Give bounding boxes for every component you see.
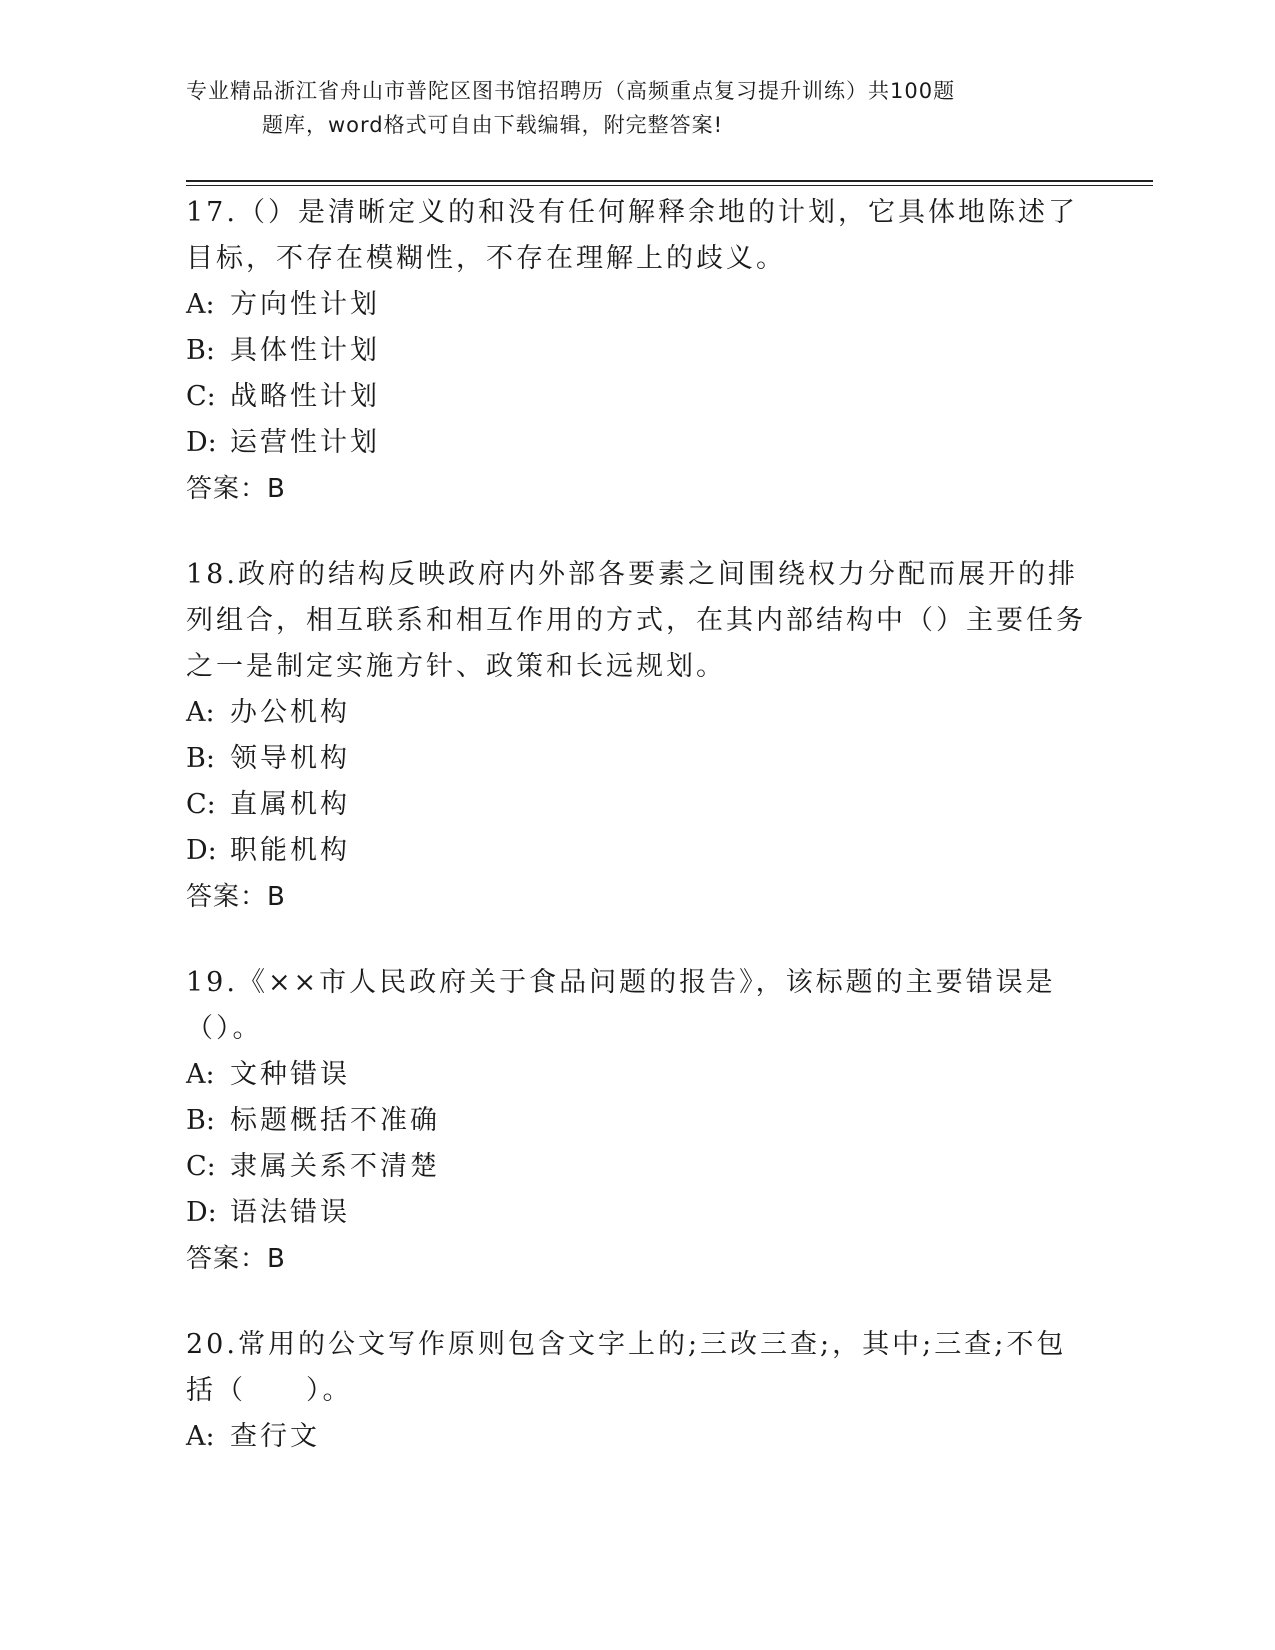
question-20 bbox=[186, 1322, 1086, 1460]
option-letter: A: bbox=[186, 1421, 215, 1452]
option-text: 办公机构 bbox=[230, 697, 350, 728]
option-letter: A: bbox=[186, 1059, 215, 1090]
option-letter: A: bbox=[186, 697, 215, 728]
option-letter: C: bbox=[186, 1151, 216, 1182]
option-letter: B: bbox=[186, 1105, 215, 1136]
option-letter: C: bbox=[186, 789, 216, 820]
option-c bbox=[186, 782, 1086, 828]
question-list bbox=[186, 190, 1086, 1500]
option-letter: C: bbox=[186, 381, 216, 412]
option-c bbox=[186, 1144, 1086, 1190]
question-text: 17.（）是清晰定义的和没有任何解释余地的计划，它具体地陈述了目标，不存在模糊性，不存在理解上的歧义。 bbox=[186, 197, 1078, 274]
option-text: 语法错误 bbox=[230, 1197, 350, 1228]
option-letter: D: bbox=[186, 427, 217, 458]
option-c bbox=[186, 374, 1086, 420]
option-d bbox=[186, 828, 1086, 874]
question-17 bbox=[186, 190, 1086, 512]
option-text: 隶属关系不清楚 bbox=[230, 1151, 440, 1182]
option-letter: D: bbox=[186, 835, 217, 866]
option-a bbox=[186, 282, 1086, 328]
option-a bbox=[186, 1414, 1086, 1460]
question-19 bbox=[186, 960, 1086, 1282]
answer-label: 答案：B bbox=[186, 882, 286, 912]
header-title-line1: 专业精品浙江省舟山市普陀区图书馆招聘历（高频重点复习提升训练）共100题 bbox=[186, 79, 956, 103]
option-letter: B: bbox=[186, 743, 215, 774]
option-letter: A: bbox=[186, 289, 215, 320]
question-text: 20.常用的公文写作原则包含文字上的;三改三查;，其中;三查;不包括（ ）。 bbox=[186, 1329, 1067, 1406]
answer-label: 答案：B bbox=[186, 1244, 286, 1274]
header-title-line2: 题库，word格式可自由下载编辑，附完整答案! bbox=[262, 113, 724, 137]
question-18 bbox=[186, 552, 1086, 920]
option-d bbox=[186, 420, 1086, 466]
option-text: 方向性计划 bbox=[230, 289, 380, 320]
header-divider-thin bbox=[186, 185, 1153, 186]
option-b bbox=[186, 328, 1086, 374]
option-d bbox=[186, 1190, 1086, 1236]
option-text: 具体性计划 bbox=[230, 335, 380, 366]
option-b bbox=[186, 1098, 1086, 1144]
option-text: 标题概括不准确 bbox=[230, 1105, 440, 1136]
option-text: 领导机构 bbox=[230, 743, 350, 774]
option-b bbox=[186, 736, 1086, 782]
option-text: 运营性计划 bbox=[230, 427, 380, 458]
option-letter: B: bbox=[186, 335, 215, 366]
document-header bbox=[186, 74, 1086, 142]
option-letter: D: bbox=[186, 1197, 217, 1228]
option-text: 查行文 bbox=[230, 1421, 320, 1452]
option-text: 文种错误 bbox=[230, 1059, 350, 1090]
option-text: 职能机构 bbox=[230, 835, 350, 866]
header-divider-thick bbox=[186, 180, 1153, 182]
option-a bbox=[186, 1052, 1086, 1098]
question-text: 19.《××市人民政府关于食品问题的报告》，该标题的主要错误是（）。 bbox=[186, 967, 1056, 1044]
option-a bbox=[186, 690, 1086, 736]
answer-label: 答案：B bbox=[186, 474, 286, 504]
question-text: 18.政府的结构反映政府内外部各要素之间围绕权力分配而展开的排列组合，相互联系和相互作用的方式，在其内部结构中（）主要任务之一是制定实施方针、政策和长远规划。 bbox=[186, 559, 1086, 682]
option-text: 直属机构 bbox=[230, 789, 350, 820]
option-text: 战略性计划 bbox=[230, 381, 380, 412]
